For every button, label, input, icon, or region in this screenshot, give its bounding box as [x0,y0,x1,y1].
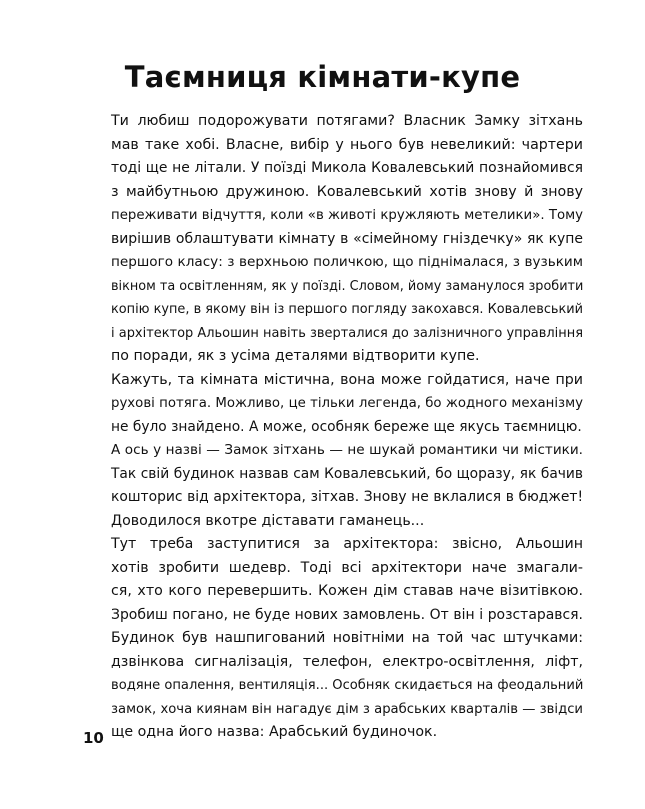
text-line: Доводилося вкотре діставати гаманець... [111,512,425,529]
text-line: водяне опалення, вентиляція... Особняк скидається на феодальний [111,678,584,693]
text-line: А ось у назві — Замок зітхань — не шукай романтики чи містики. [111,442,583,458]
text-line: кошторис від архітектора, зітхав. Знову не вклалися в бюджет! [111,489,583,505]
paragraph-3 [83,439,583,533]
text-line: хотів зробити шедевр. Тоді всі архітектори наче змагали- [111,559,583,576]
text-line: Тут треба заступитися за архітектора: звісно, Альошин [111,536,583,552]
text-line: по поради, як з усіма деталями відтворити купе. [111,348,480,364]
text-line: вікном та освітленням, як у поїзді. Словом, йому заманулося зробити [111,278,584,294]
page-number: 10 [83,729,104,747]
text-line: не було знайдено. А може, особняк береже ще якусь таємницю. [111,418,582,435]
text-line: першого класу: з верхньою поличкою, що піднімалася, з вузьким [111,254,583,270]
text-line: Ти любиш подорожувати потягами? Власник Замку зітхань [111,113,583,129]
text-line: мав таке хобі. Власне, вибір у нього був невеликий: чартери [111,136,583,153]
text-line: з майбутньою дружиною. Ковалевський хотів знову й знову [111,183,583,200]
text-line: замок, хоча киянам він нагадує дім з арабських кварталів — звідси [111,701,583,717]
text-line: ще одна його назва: Арабський будиночок. [111,724,438,740]
body-text [83,110,583,745]
chapter-title: Таємниця кімнати-купе [124,60,521,94]
text-line: дзвінкова сигналізація, телефон, електро-освітлення, ліфт, [111,653,583,670]
text-line: тоді ще не літали. У поїзді Микола Ковалевський познайомився [111,160,583,176]
paragraph-1 [83,110,583,369]
text-line: вирішив облаштувати кімнату в «сімейному гніздечку» як купе [111,230,583,247]
text-line: копію купе, в якому він із першого погляду закохався. Ковалевський [111,302,583,317]
text-line: Зробиш погано, не буде нових замовлень. От він і розстарався. [111,606,583,623]
paragraph-2 [83,369,583,440]
text-line: рухові потяга. Можливо, це тільки легенда, бо жодного механізму [111,396,583,411]
text-line: Так свій будинок назвав сам Ковалевський, бо щоразу, як бачив [111,465,583,482]
text-line: і архітектор Альошин навіть зверталися до залізничного управління [111,325,583,341]
text-line: переживати відчуття, коли «в животі кружляють метелики». Тому [111,208,583,223]
text-line: ся, хто кого перевершить. Кожен дім ставав наче візитівкою. [111,583,583,599]
text-line: Будинок був нашпигований новітніми на той час штучками: [111,630,583,646]
paragraph-4 [83,533,583,745]
text-line: Кажуть, та кімната містична, вона може гойдатися, наче при [111,371,583,388]
